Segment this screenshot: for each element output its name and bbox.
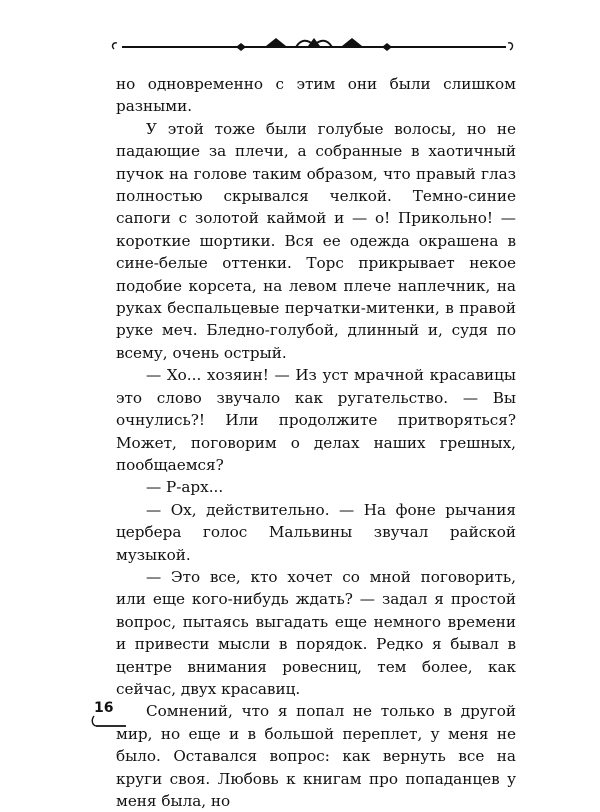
header-ornament [108,34,520,60]
paragraph: Сомнений, что я попал не только в другой мир, но еще и в большой переплет, у меня не было. Оставался вопрос: как вернуть все на круги своя. Любовь к книгам про попаданцев у меня была, но [116,702,516,810]
body-text [116,73,516,812]
paragraph: — Ох, действительно. — На фоне рычания цербера голос Мальвины звучал райской музыкой. [116,500,516,564]
paragraph: но одновременно с этим они были слишком разными. [116,75,516,116]
page-number: 16 [94,700,114,716]
paragraph: — Р-арх... [146,478,224,497]
footer-ornament [88,712,128,736]
paragraph: — Это все, кто хочет со мной поговорить, или еще кого-нибудь ждать? — задал я простой вопрос, пытаясь выгадать еще немного времени и привести мысли в порядок. Редко я бывал в центре внимания ровесниц, тем более, как сейчас, двух красавиц. [116,567,516,698]
paragraph: У этой тоже были голубые волосы, но не падающие за плечи, а собранные в хаотичный пучок на голове таким образом, что правый глаз полностью скрывался челкой. Темно-синие сапоги с золотой каймой и — о! Прикольно! — короткие шортики. Вся ее одежда окрашена в сине-белые оттенки. Торс прикрывает некое подобие корсета, на левом плече наплечник, на руках беспальцевые перчатки-митенки, в правой руке меч. Бледно-голубой, длинный и, судя по всему, очень острый. [116,119,516,362]
paragraph: — Хо... хозяин! — Из уст мрачной красавицы это слово звучало как ругательство. — Вы очнулись?! Или продолжите притворяться? Может, поговорим о делах наших грешных, пообщаемся? [116,366,516,474]
